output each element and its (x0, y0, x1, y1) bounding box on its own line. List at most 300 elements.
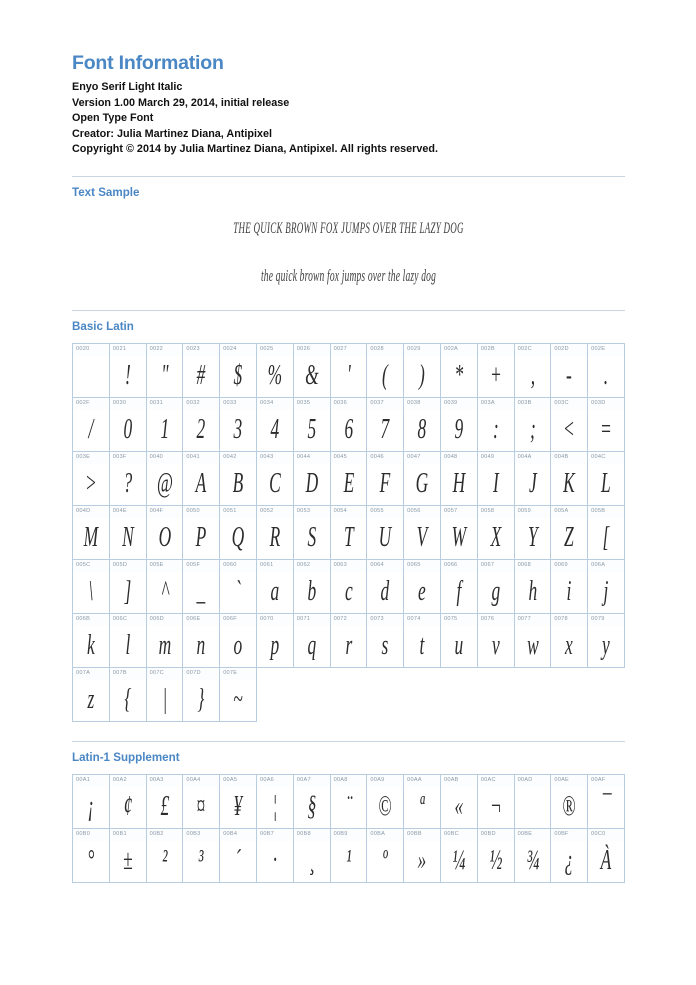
glyph-code-label: 0060 (220, 560, 256, 572)
glyph-code-label: 005D (110, 560, 146, 572)
section-heading-text-sample: Text Sample (72, 186, 140, 200)
glyph-character: = (600, 413, 612, 446)
glyph-code-label: 0055 (367, 506, 403, 518)
glyph-code-label: 0077 (515, 614, 551, 626)
glyph-cell[interactable] (367, 614, 404, 668)
glyph-code-label: 00BC (441, 829, 477, 841)
glyph-cell[interactable] (110, 506, 147, 560)
glyph-character: © (378, 790, 392, 823)
glyph-cell[interactable] (294, 344, 331, 398)
glyph-cell[interactable] (441, 775, 478, 829)
glyph-cell[interactable] (331, 398, 368, 452)
glyph-cell[interactable] (441, 452, 478, 506)
glyph-code-label: 00A6 (257, 775, 293, 787)
glyph-grid-row (73, 506, 625, 560)
glyph-character: * (454, 359, 464, 392)
glyph-character: ¬ (489, 790, 502, 823)
glyph-code-label: 0032 (183, 398, 219, 410)
glyph-code-label: 00BD (478, 829, 514, 841)
glyph-cell[interactable] (73, 829, 110, 883)
glyph-character: d (380, 575, 390, 608)
glyph-code-label: 007C (147, 668, 183, 680)
glyph-cell[interactable] (73, 506, 110, 560)
glyph-cell[interactable] (220, 344, 257, 398)
glyph-cell[interactable] (515, 829, 552, 883)
section-latin1-supplement (72, 741, 636, 883)
glyph-cell[interactable] (404, 775, 441, 829)
glyph-character: B (232, 467, 244, 500)
glyph-cell-empty-slot (257, 668, 294, 722)
glyph-cell[interactable] (257, 614, 294, 668)
glyph-character: J (528, 467, 537, 500)
glyph-cell[interactable] (183, 614, 220, 668)
glyph-cell[interactable] (220, 668, 257, 722)
glyph-cell[interactable] (588, 775, 625, 829)
glyph-cell[interactable] (147, 614, 184, 668)
glyph-cell[interactable] (441, 398, 478, 452)
glyph-character: C (269, 467, 281, 500)
glyph-cell[interactable] (367, 506, 404, 560)
glyph-character: z (87, 683, 95, 716)
glyph-character: · (272, 844, 278, 877)
glyph-code-label: 0044 (294, 452, 330, 464)
glyph-code-label: 00B8 (294, 829, 330, 841)
glyph-character: « (454, 790, 464, 823)
glyph-cell[interactable] (367, 344, 404, 398)
glyph-cell[interactable] (183, 344, 220, 398)
glyph-code-label: 00A4 (183, 775, 219, 787)
glyph-cell[interactable] (147, 775, 184, 829)
glyph-cell[interactable] (515, 614, 552, 668)
glyph-cell[interactable] (110, 398, 147, 452)
glyph-cell[interactable] (110, 344, 147, 398)
glyph-cell[interactable] (147, 452, 184, 506)
glyph-cell[interactable] (110, 614, 147, 668)
glyph-cell[interactable] (183, 775, 220, 829)
glyph-code-label: 00A8 (331, 775, 367, 787)
glyph-character: k (87, 629, 95, 662)
glyph-cell[interactable] (220, 560, 257, 614)
glyph-cell[interactable] (73, 344, 110, 398)
glyph-code-label: 0045 (331, 452, 367, 464)
glyph-character: ¨ (345, 790, 352, 823)
glyph-cell[interactable] (257, 775, 294, 829)
glyph-code-label: 006A (588, 560, 624, 572)
glyph-character: i (566, 575, 572, 608)
glyph-cell[interactable] (183, 560, 220, 614)
glyph-code-label: 003A (478, 398, 514, 410)
glyph-character: ¢ (123, 790, 133, 823)
glyph-cell[interactable] (183, 829, 220, 883)
glyph-cell[interactable] (220, 452, 257, 506)
glyph-code-label: 00BB (404, 829, 440, 841)
glyph-cell[interactable] (147, 829, 184, 883)
glyph-cell[interactable] (147, 506, 184, 560)
glyph-code-label: 004A (515, 452, 551, 464)
glyph-code-label: 0047 (404, 452, 440, 464)
glyph-cell[interactable] (110, 452, 147, 506)
glyph-cell[interactable] (110, 775, 147, 829)
glyph-character: ® (562, 790, 576, 823)
glyph-cell[interactable] (588, 560, 625, 614)
glyph-cell[interactable] (110, 560, 147, 614)
glyph-cell[interactable] (478, 452, 515, 506)
glyph-cell[interactable] (147, 560, 184, 614)
glyph-cell[interactable] (441, 829, 478, 883)
glyph-cell[interactable] (367, 398, 404, 452)
glyph-character: S (307, 521, 317, 554)
glyph-cell[interactable] (404, 452, 441, 506)
glyph-character: ¦ (272, 790, 278, 823)
glyph-character: + (489, 359, 502, 392)
glyph-cell[interactable] (220, 775, 257, 829)
glyph-code-label: 0062 (294, 560, 330, 572)
glyph-character: ½ (489, 844, 503, 877)
glyph-cell[interactable] (551, 398, 588, 452)
glyph-cell[interactable] (441, 344, 478, 398)
glyph-cell[interactable] (588, 344, 625, 398)
glyph-grid-row (73, 398, 625, 452)
glyph-character: V (416, 521, 428, 554)
glyph-cell[interactable] (404, 829, 441, 883)
glyph-cell[interactable] (294, 398, 331, 452)
glyph-cell[interactable] (257, 398, 294, 452)
glyph-cell[interactable] (147, 668, 184, 722)
glyph-cell[interactable] (404, 506, 441, 560)
glyph-code-label: 002F (73, 398, 109, 410)
glyph-cell[interactable] (331, 614, 368, 668)
glyph-code-label: 0058 (478, 506, 514, 518)
glyph-cell[interactable] (331, 344, 368, 398)
glyph-code-label: 00B1 (110, 829, 146, 841)
glyph-cell[interactable] (441, 506, 478, 560)
glyph-character: § (307, 790, 317, 823)
glyph-code-label: 0028 (367, 344, 403, 356)
glyph-cell[interactable] (331, 775, 368, 829)
glyph-code-label: 00A9 (367, 775, 403, 787)
glyph-character: r (345, 629, 352, 662)
glyph-cell[interactable] (551, 506, 588, 560)
glyph-character: ¼ (452, 844, 466, 877)
glyph-character: n (196, 629, 206, 662)
glyph-cell[interactable] (478, 506, 515, 560)
glyph-cell[interactable] (367, 775, 404, 829)
glyph-cell[interactable] (588, 614, 625, 668)
glyph-cell-empty-slot (367, 668, 404, 722)
glyph-cell[interactable] (331, 560, 368, 614)
glyph-cell-empty-slot (441, 668, 478, 722)
page-title: Font Information (72, 52, 224, 74)
glyph-grid-row (73, 452, 625, 506)
glyph-code-label: 00A5 (220, 775, 256, 787)
glyph-cell[interactable] (515, 506, 552, 560)
glyph-character: P (195, 521, 207, 554)
glyph-cell-empty-slot (404, 668, 441, 722)
glyph-cell[interactable] (551, 560, 588, 614)
glyph-cell[interactable] (551, 452, 588, 506)
glyph-cell[interactable] (588, 506, 625, 560)
glyph-cell[interactable] (331, 829, 368, 883)
glyph-character: > (85, 467, 97, 500)
glyph-character: x (565, 629, 574, 662)
glyph-code-label: 0034 (257, 398, 293, 410)
glyph-character: O (158, 521, 171, 554)
glyph-code-label: 0056 (404, 506, 440, 518)
glyph-code-label: 0024 (220, 344, 256, 356)
glyph-code-label: 0064 (367, 560, 403, 572)
glyph-cell[interactable] (183, 668, 220, 722)
glyph-character: ¤ (196, 790, 206, 823)
glyph-cell[interactable] (257, 344, 294, 398)
glyph-cell[interactable] (588, 398, 625, 452)
glyph-grid-row (73, 344, 625, 398)
glyph-cell[interactable] (294, 614, 331, 668)
glyph-character: g (491, 575, 501, 608)
section-heading-latin1-supplement: Latin-1 Supplement (72, 751, 180, 765)
glyph-code-label: 0046 (367, 452, 403, 464)
glyph-character: $ (233, 359, 243, 392)
glyph-cell[interactable] (367, 560, 404, 614)
glyph-cell[interactable] (441, 614, 478, 668)
glyph-character: T (343, 521, 354, 554)
text-sample-uppercase: THE QUICK BROWN FOX JUMPS OVER THE LAZY DOG (233, 220, 464, 238)
glyph-character: , (530, 359, 535, 392)
glyph-code-label: 0070 (257, 614, 293, 626)
glyph-character: u (454, 629, 464, 662)
glyph-character: 5 (307, 413, 317, 446)
glyph-grid-latin1-supplement (72, 774, 625, 883)
glyph-character: | (162, 683, 167, 716)
glyph-code-label: 00B2 (147, 829, 183, 841)
glyph-cell[interactable] (147, 344, 184, 398)
glyph-cell[interactable] (73, 614, 110, 668)
glyph-code-label: 0075 (441, 614, 477, 626)
glyph-code-label: 0021 (110, 344, 146, 356)
glyph-cell[interactable] (73, 452, 110, 506)
glyph-cell[interactable] (588, 452, 625, 506)
glyph-character: ^ (160, 575, 169, 608)
glyph-code-label: 0079 (588, 614, 624, 626)
glyph-cell[interactable] (478, 614, 515, 668)
glyph-cell[interactable] (257, 452, 294, 506)
glyph-code-label: 0041 (183, 452, 219, 464)
glyph-cell[interactable] (404, 560, 441, 614)
glyph-cell[interactable] (551, 614, 588, 668)
glyph-code-label: 0035 (294, 398, 330, 410)
font-metadata-line: Enyo Serif Light Italic (72, 81, 183, 94)
glyph-grid-row (73, 829, 625, 883)
glyph-code-label: 0061 (257, 560, 293, 572)
glyph-character: 2 (196, 413, 206, 446)
glyph-cell[interactable] (220, 398, 257, 452)
glyph-character: o (233, 629, 243, 662)
glyph-character: ¥ (233, 790, 243, 823)
section-text-sample (72, 176, 636, 286)
glyph-cell[interactable] (478, 775, 515, 829)
glyph-cell[interactable] (73, 775, 110, 829)
glyph-code-label: 005A (551, 506, 587, 518)
glyph-code-label: 006B (73, 614, 109, 626)
glyph-cell[interactable] (588, 829, 625, 883)
glyph-cell[interactable] (478, 560, 515, 614)
glyph-cell[interactable] (515, 775, 552, 829)
glyph-code-label: 00A2 (110, 775, 146, 787)
glyph-code-label: 0065 (404, 560, 440, 572)
glyph-cell[interactable] (404, 344, 441, 398)
glyph-code-label: 003F (110, 452, 146, 464)
glyph-character: ` (235, 575, 241, 608)
glyph-character: ) (419, 359, 425, 392)
glyph-cell[interactable] (478, 344, 515, 398)
glyph-cell[interactable] (73, 668, 110, 722)
glyph-code-label: 0057 (441, 506, 477, 518)
glyph-code-label: 006C (110, 614, 146, 626)
glyph-cell[interactable] (515, 398, 552, 452)
glyph-code-label: 005C (73, 560, 109, 572)
glyph-character: A (195, 467, 207, 500)
glyph-character: . (603, 359, 609, 392)
glyph-character: " (160, 359, 169, 392)
glyph-cell[interactable] (183, 452, 220, 506)
glyph-code-label: 0076 (478, 614, 514, 626)
glyph-character: Z (564, 521, 575, 554)
glyph-code-label: 002B (478, 344, 514, 356)
glyph-code-label: 00AD (515, 775, 551, 787)
glyph-cell[interactable] (404, 398, 441, 452)
glyph-character: E (343, 467, 354, 500)
glyph-character: - (566, 359, 573, 392)
glyph-cell[interactable] (257, 560, 294, 614)
glyph-code-label: 002C (515, 344, 551, 356)
glyph-code-label: 0039 (441, 398, 477, 410)
glyph-character: ¹ (345, 844, 352, 877)
glyph-cell[interactable] (257, 506, 294, 560)
glyph-code-label: 002E (588, 344, 624, 356)
glyph-character: / (88, 413, 94, 446)
glyph-code-label: 00B4 (220, 829, 256, 841)
glyph-character: % (267, 359, 283, 392)
glyph-code-label: 003D (588, 398, 624, 410)
glyph-code-label: 0052 (257, 506, 293, 518)
font-metadata-line: Copyright © 2014 by Julia Martinez Diana, Antipixel. All rights reserved. (72, 143, 438, 156)
glyph-character: h (528, 575, 537, 608)
glyph-cell[interactable] (551, 829, 588, 883)
glyph-character: s (381, 629, 389, 662)
glyph-cell-empty-slot (478, 668, 515, 722)
glyph-code-label: 0048 (441, 452, 477, 464)
glyph-character: 0 (123, 413, 133, 446)
glyph-character: W (451, 521, 467, 554)
glyph-cell[interactable] (551, 775, 588, 829)
glyph-code-label: 0026 (294, 344, 330, 356)
glyph-character: ¿ (564, 844, 574, 877)
glyph-code-label: 0033 (220, 398, 256, 410)
glyph-cell[interactable] (367, 829, 404, 883)
glyph-character: b (307, 575, 317, 608)
glyph-code-label: 0037 (367, 398, 403, 410)
glyph-code-label: 0025 (257, 344, 293, 356)
glyph-code-label: 0030 (110, 398, 146, 410)
glyph-cell[interactable] (220, 614, 257, 668)
glyph-code-label: 007E (220, 668, 256, 680)
glyph-cell[interactable] (331, 452, 368, 506)
glyph-character: c (344, 575, 353, 608)
glyph-code-label: 0050 (183, 506, 219, 518)
glyph-character: e (418, 575, 426, 608)
glyph-code-label: 0067 (478, 560, 514, 572)
glyph-cell[interactable] (367, 452, 404, 506)
glyph-cell[interactable] (183, 398, 220, 452)
glyph-character: : (492, 413, 499, 446)
glyph-character: a (270, 575, 280, 608)
glyph-cell[interactable] (73, 398, 110, 452)
glyph-cell[interactable] (110, 668, 147, 722)
glyph-character: ° (87, 844, 95, 877)
glyph-cell[interactable] (110, 829, 147, 883)
glyph-cell[interactable] (73, 560, 110, 614)
glyph-character: À (600, 844, 612, 877)
glyph-character: G (415, 467, 429, 500)
glyph-cell[interactable] (220, 829, 257, 883)
glyph-code-label: 00B3 (183, 829, 219, 841)
glyph-code-label: 006E (183, 614, 219, 626)
glyph-cell[interactable] (257, 829, 294, 883)
glyph-character: ~ (233, 683, 243, 716)
glyph-cell[interactable] (515, 452, 552, 506)
glyph-cell[interactable] (294, 560, 331, 614)
glyph-cell[interactable] (478, 829, 515, 883)
glyph-cell[interactable] (294, 775, 331, 829)
glyph-character: ! (124, 359, 131, 392)
glyph-cell[interactable] (147, 398, 184, 452)
font-metadata-line: Version 1.00 March 29, 2014, initial release (72, 96, 290, 109)
glyph-character: < (563, 413, 576, 446)
glyph-character: F (379, 467, 391, 500)
glyph-cell[interactable] (294, 452, 331, 506)
glyph-cell[interactable] (551, 344, 588, 398)
glyph-cell[interactable] (220, 506, 257, 560)
glyph-character: L (601, 467, 611, 500)
glyph-code-label: 004B (551, 452, 587, 464)
glyph-character: K (563, 467, 576, 500)
glyph-cell[interactable] (441, 560, 478, 614)
glyph-cell[interactable] (404, 614, 441, 668)
glyph-code-label: 0073 (367, 614, 403, 626)
glyph-code-label: 0043 (257, 452, 293, 464)
glyph-code-label: 00AA (404, 775, 440, 787)
glyph-cell[interactable] (294, 829, 331, 883)
glyph-character: ¸ (308, 844, 315, 877)
glyph-character: _ (196, 575, 206, 608)
glyph-grid-row (73, 560, 625, 614)
glyph-code-label: 00BA (367, 829, 403, 841)
glyph-cell[interactable] (294, 506, 331, 560)
glyph-code-label: 006F (220, 614, 256, 626)
glyph-character: M (83, 521, 99, 554)
text-sample-lowercase: the quick brown fox jumps over the lazy dog (260, 266, 437, 286)
glyph-character: I (492, 467, 499, 500)
glyph-code-label: 006D (147, 614, 183, 626)
glyph-cell[interactable] (478, 398, 515, 452)
glyph-cell[interactable] (515, 344, 552, 398)
glyph-cell[interactable] (331, 506, 368, 560)
glyph-cell[interactable] (183, 506, 220, 560)
glyph-code-label: 004E (110, 506, 146, 518)
glyph-character: ª (419, 790, 425, 823)
glyph-cell[interactable] (515, 560, 552, 614)
glyph-character: » (417, 844, 427, 877)
glyph-character: j (603, 575, 609, 608)
